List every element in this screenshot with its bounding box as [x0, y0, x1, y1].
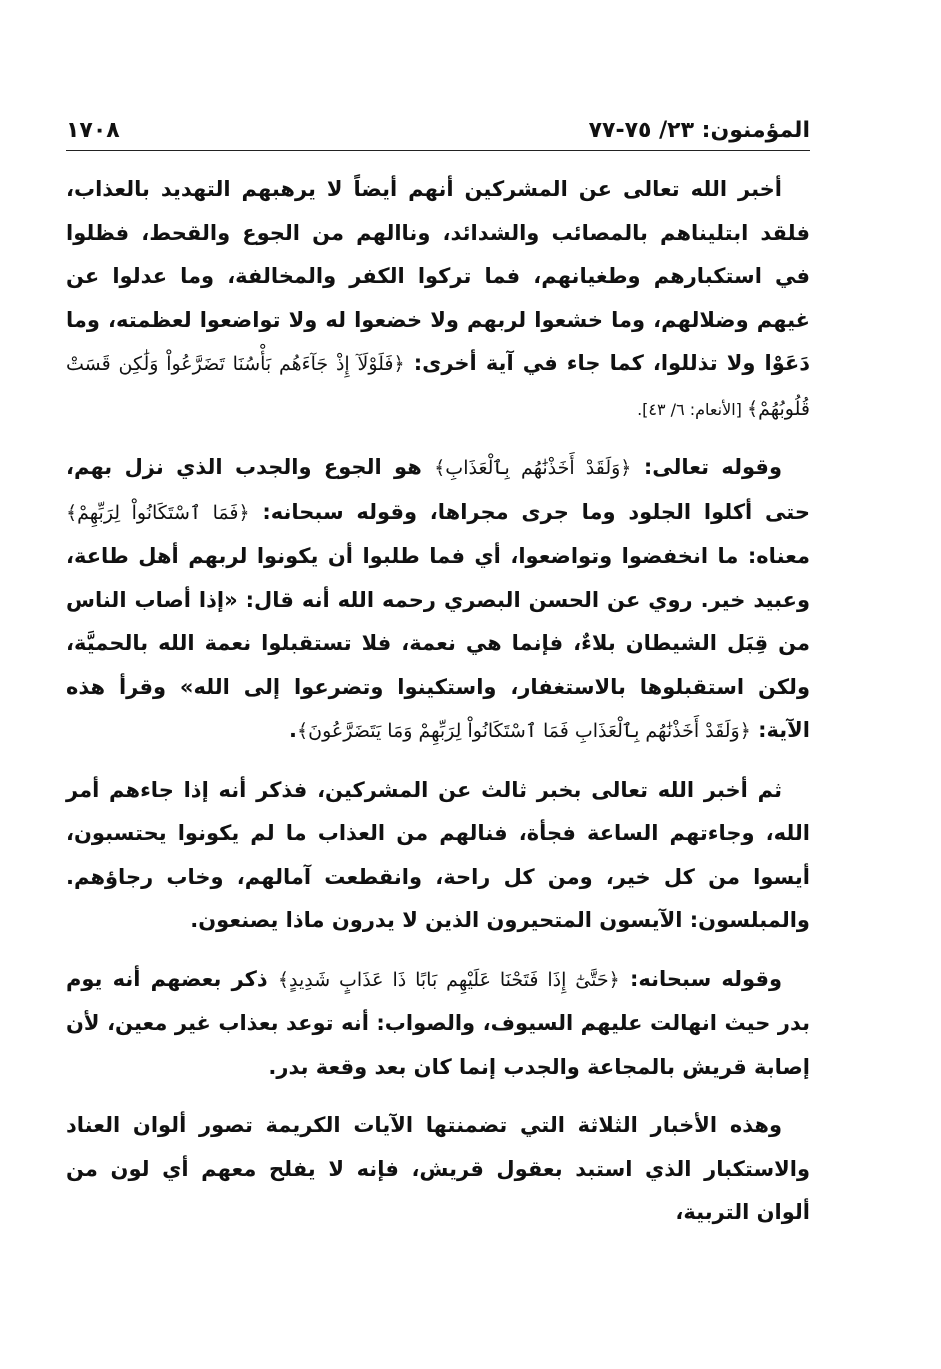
quran-verse: ﴿فَلَوْلَآ إِذْ جَآءَهُم بَأْسُنَا تَضَرَّعُواْ وَلَٰكِن قَسَتْ قُلُوبُهُمْ﴾ [66, 353, 810, 420]
quran-verse: ﴿فَمَا ٱسْتَكَانُواْ لِرَبِّهِمْ﴾ [66, 501, 250, 524]
paragraph [66, 1104, 810, 1235]
paragraph [66, 446, 810, 754]
paragraph-text: معناه: ما انخفضوا وتواضعوا، أي فما طلبوا أن يكونوا لربهم أهل طاعة، وعبيد خير. روي عن الحسن البصري رحمه الله أنه قال: «إذا أصاب الناس من قِبَل الشيطان بلاءٌ، فإنما هي نعمة، فلا تستقبلوا نعمة الله بالحميَّة، ولكن استقبلوها بالاستغفار، واستكينوا وتضرعوا إلى الله» وقرأ هذه الآية: [66, 544, 810, 742]
paragraph [66, 168, 810, 431]
page-header [66, 112, 810, 152]
running-title: المؤمنون: ٢٣/ ٧٥-٧٧ [588, 118, 810, 143]
paragraph-text: هو الجوع والجدب الذي نزل بهم، حتى أكلوا الجلود وما جرى مجراها، وقوله سبحانه: [66, 455, 810, 524]
main-text [66, 168, 810, 1250]
verse-citation: [الأنعام: ٦/ ٤٣]. [637, 399, 747, 419]
paragraph-text: ثم أخبر الله تعالى بخبر ثالث عن المشركين، فذكر أنه إذا جاءهم أمر الله، وجاءتهم الساعة فجأة، فنالهم من العذاب ما لم يكونوا يحتسبون، أيسوا من كل خير، ومن كل راحة، وانقطعت آمالهم، وخاب رجاؤهم. والمبلسون: الآيسون المتحيرون الذين لا يدرون ماذا يصنعون. [66, 777, 810, 932]
paragraph-text: وقوله تعالى: [631, 455, 782, 479]
quran-verse: ﴿وَلَقَدْ أَخَذْنَٰهُم بِٱلْعَذَابِ فَمَا ٱسْتَكَانُواْ لِرَبِّهِمْ وَمَا يَتَضَرَّعُونَ﴾ [297, 720, 751, 742]
quran-verse: ﴿وَلَقَدْ أَخَذْنَٰهُم بِٱلْعَذَابِ﴾ [434, 457, 632, 479]
paragraph [66, 769, 810, 943]
page-number: ١٧٠٨ [66, 118, 120, 143]
paragraph-text: وقوله سبحانه: [619, 966, 782, 991]
paragraph-text: أخبر الله تعالى عن المشركين أنهم أيضاً لا يرهبهم التهديد بالعذاب، فلقد ابتليناهم بالمصائب والشدائد، وناالهم من الجوع والقحط، فظلوا في استكبارهم وطغيانهم، فما تركوا الكفر والمخالفة، وما عدلوا عن غيهم وضلالهم، وما خشعوا لربهم ولا خضعوا له ولا تواضعوا لعظمته، وما دَعَوْا ولا تذللوا، كما جاء في آية أخرى: [66, 177, 810, 375]
header-rule [66, 150, 810, 151]
paragraph-text: . [289, 718, 298, 742]
paragraph [66, 958, 810, 1090]
quran-verse: ﴿حَتَّىٰٓ إِذَا فَتَحْنَا عَلَيْهِم بَابًا ذَا عَذَابٍ شَدِيدٍ﴾ [277, 968, 620, 991]
paragraph-text: وهذه الأخبار الثلاثة التي تضمنتها الآيات الكريمة تصور ألوان العناد والاستكبار الذي استبد بعقول قريش، فإنه لا يفلح معهم أي لون من ألوان التربية، [66, 1113, 810, 1224]
paragraph-text: ذكر بعضهم أنه يوم بدر حيث انهالت عليهم السيوف، والصواب: أنه توعد بعذاب غير معين، لأن إصابة قريش بالمجاعة والجدب إنما كان بعد وقعة بدر. [66, 966, 810, 1079]
